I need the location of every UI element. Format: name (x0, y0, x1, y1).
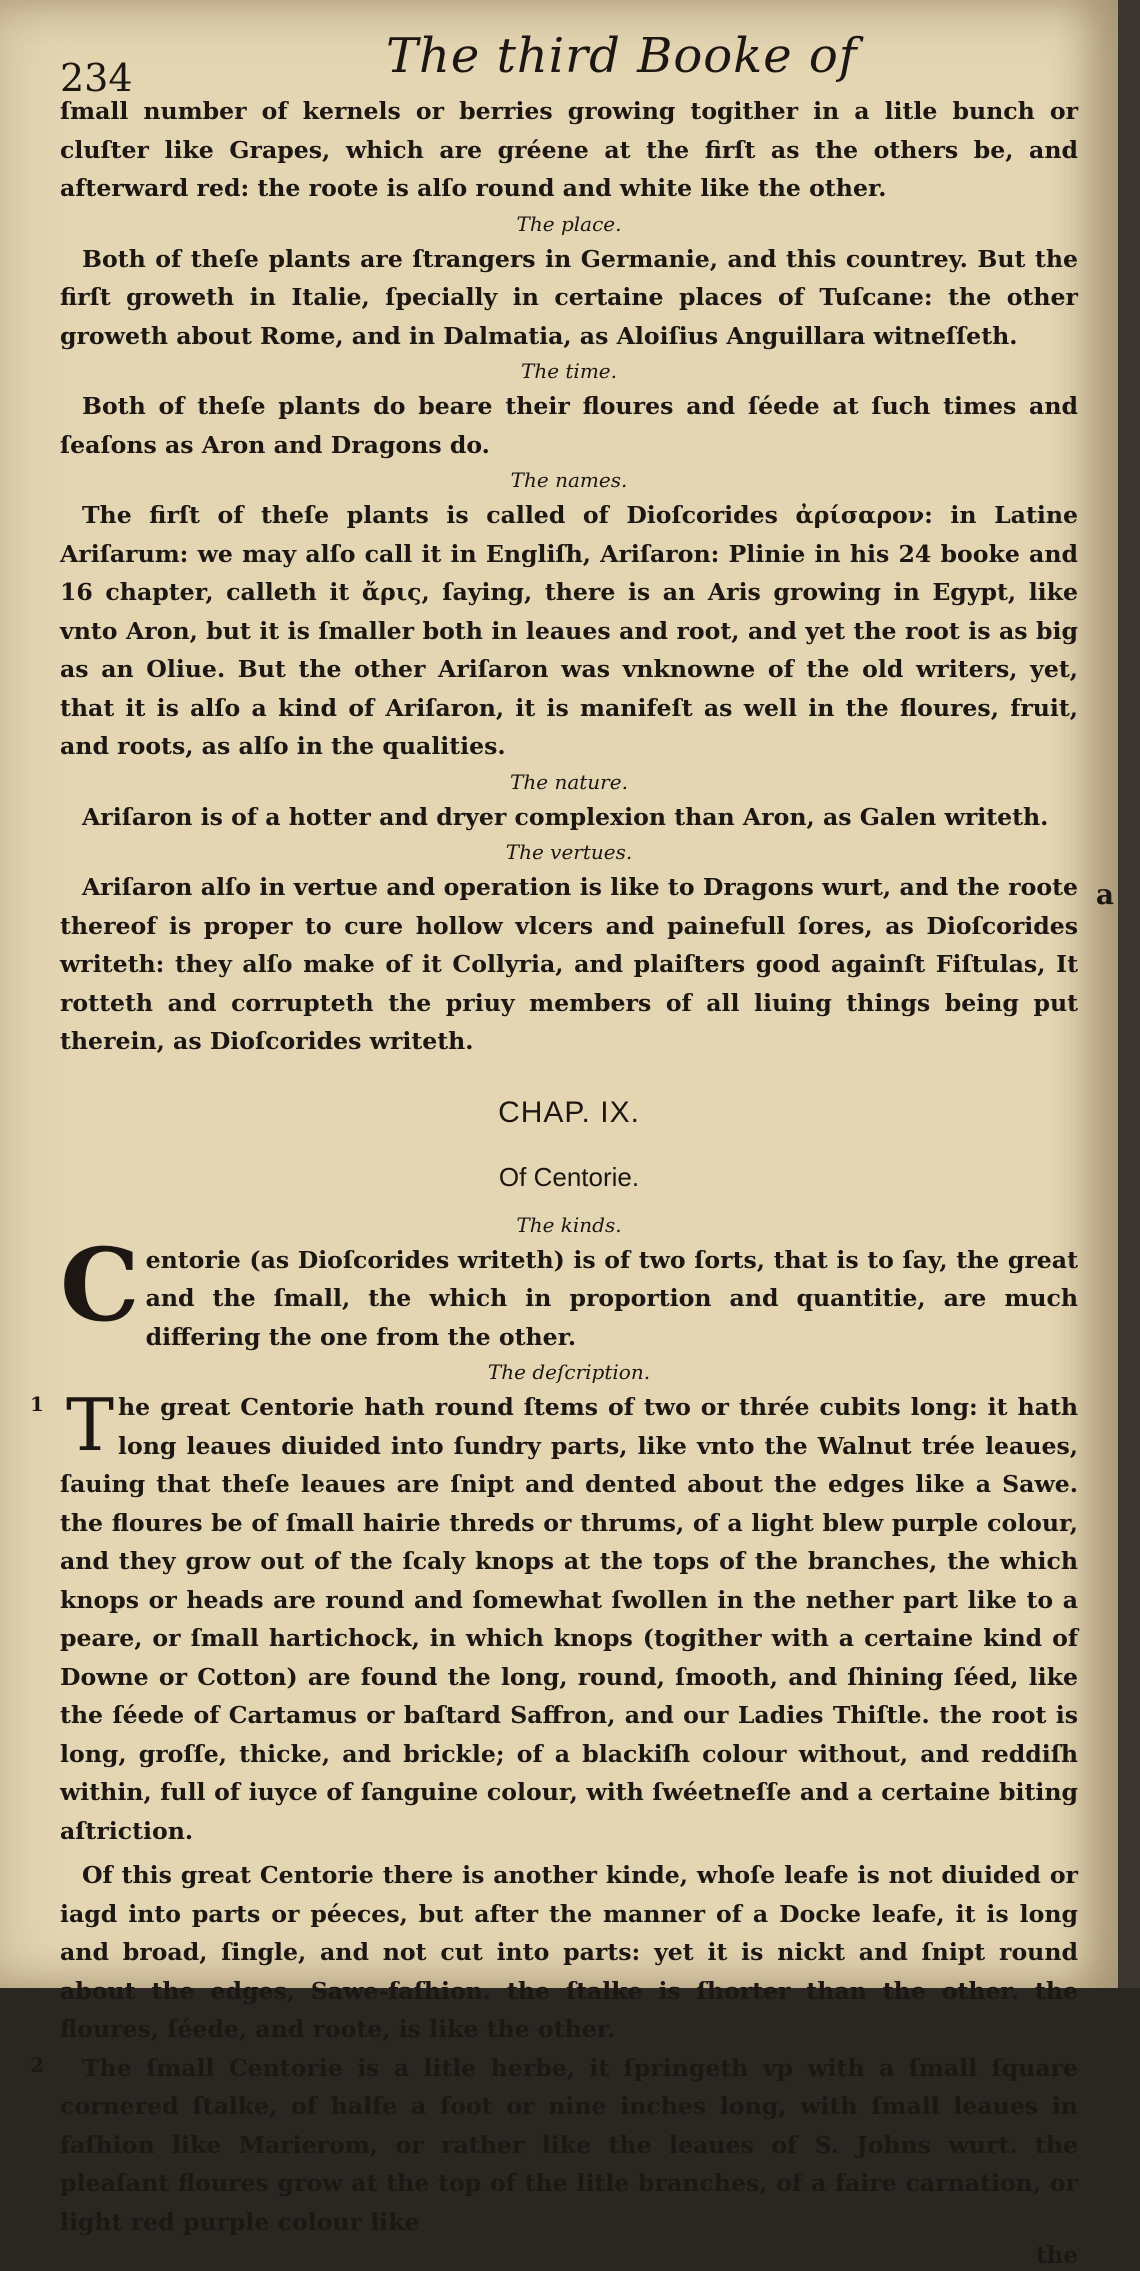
paragraph: Both of theſe plants do beare their floures and ſéede at ſuch times and ſeaſons as Aron and Dragons do. (60, 392, 1078, 459)
vertues-block (60, 868, 1114, 1061)
chapter-title: Of Centorie. (498, 1161, 640, 1192)
item-number: 1 (30, 1392, 44, 1416)
running-title: The third Booke of (386, 28, 858, 84)
small-centorie-block (30, 2049, 1078, 2242)
section-heading-time: The time. (520, 359, 617, 383)
section-heading-place: The place. (516, 211, 622, 236)
section-heading-vertues: The vertues. (505, 840, 633, 864)
paragraph: The ſmall Centorie is a litle herbe, it ſpringeth vp with a ſmall ſquare cornered ſtalke, of halfe a foot or nine inches long, with ſmall leaues in faſhion like Marierom, or rather like the leaues of S. Johns wurt. the pleaſant floures grow at the top of the litle branches, of a faire carnation, or light red purple colour like (60, 2053, 1078, 2236)
item-number: 2 (30, 2052, 44, 2077)
catchword: the (1036, 2242, 1078, 2269)
description-block (30, 1383, 1078, 1850)
paragraph: Ariſaron alſo in vertue and operation is like to Dragons wurt, and the roote thereof is proper to cure hollow vlcers and painefull ſores, as Dioſcorides writeth: they alſo make of it Collyria, and plaiſters good againſt Fiſtulas, It rotteth and corrupteth the priuy members of all liuing things being put therein, as Dioſcorides writeth. (60, 873, 1078, 1055)
drop-cap-c: C (60, 1225, 140, 1344)
paragraph: The firſt of theſe plants is called of Dioſcorides ἀρίσαρον: in Latine Ariſarum: we may alſo call it in Engliſh, Ariſaron: Plinie in his 24 booke and 16 chapter, calleth it ἄρις, ſaying, there is an Aris growing in Egypt, like vnto Aron, but it is ſmaller both in leaues and root, and yet the root is as big as an Oliue. But the other Ariſaron was vnknowne of the old writers, yet, that it is alſo a kind of Ariſaron, it is manifeſt as well in the floures, fruit, and roots, as alſo in the qualities. (60, 501, 1078, 760)
section-heading-kinds: The kinds. (516, 1212, 622, 1237)
page-body (30, 92, 1114, 2271)
section-heading-nature: The nature. (510, 769, 628, 794)
section-heading-names: The names. (510, 468, 628, 492)
margin-letter: a (1095, 878, 1114, 911)
page-number: 234 (60, 56, 133, 100)
page-header (56, 28, 1058, 98)
paragraph: ſmall number of kernels or berries growing togither in a litle bunch or cluſter like Grapes, which are gréene at the firſt as the others be, and afterward red: the roote is alſo round and white like the other. (60, 97, 1078, 202)
paragraph: Ariſaron is of a hotter and dryer complexion than Aron, as Galen writeth. (82, 802, 1049, 831)
paragraph: he great Centorie hath round ſtems of two or thrée cubits long: it hath long leaues diuided into ſundry parts, like vnto the Walnut trée leaues, ſauing that theſe leaues are ſnipt and dented about the edges like a Sawe. the floures be of ſmall hairie threds or thrums, of a light blew purple colour, and they grow out of the ſcaly knops at the tops of the branches, the which knops or heads are round and ſomewhat ſwollen in the nether part like to a peare, or ſmall hartichock, in which knops (togither with a certaine kind of Downe or Cotton) are found the long, round, ſmooth, and ſhining ſéed, like the ſéede of Cartamus or baſtard Saffron, and our Ladies Thiſtle. the root is long, groſſe, thicke, and brickle; of a blackiſh colour without, and reddiſh within, full of iuyce of ſanguine colour, with ſwéetneſſe and a certaine biting aſtriction. (60, 1393, 1078, 1845)
drop-cap-t: T (66, 1383, 115, 1467)
paragraph: Of this great Centorie there is another kinde, whoſe leafe is not diuided or iagd into parts or péeces, but after the manner of a Docke leafe, it is long and broad, ſingle, and not cut into parts: yet it is nickt and ſnipt round about the edges, Sawe-faſhion. the ſtalke is ſhorter than the other. the floures, ſéede, and roote, is like the other. (60, 1861, 1078, 2043)
paragraph: Both of theſe plants are ſtrangers in Germanie, and this countrey. But the firſt groweth in Italie, ſpecially in certaine places of Tuſcane: the other groweth about Rome, and in Dalmatia, as Aloiſius Anguillara witneſſeth. (60, 244, 1078, 350)
section-heading-description: The deſcription. (487, 1360, 651, 1384)
page-edge (1118, 0, 1140, 1988)
paragraph: entorie (as Dioſcorides writeth) is of two ſorts, that is to ſay, the great and the ſmall, the which in proportion and quantitie, are much differing the one from the other. (145, 1245, 1078, 1351)
chapter-heading: CHAP. IX. (498, 1095, 640, 1129)
kinds-block (60, 1225, 1078, 1357)
